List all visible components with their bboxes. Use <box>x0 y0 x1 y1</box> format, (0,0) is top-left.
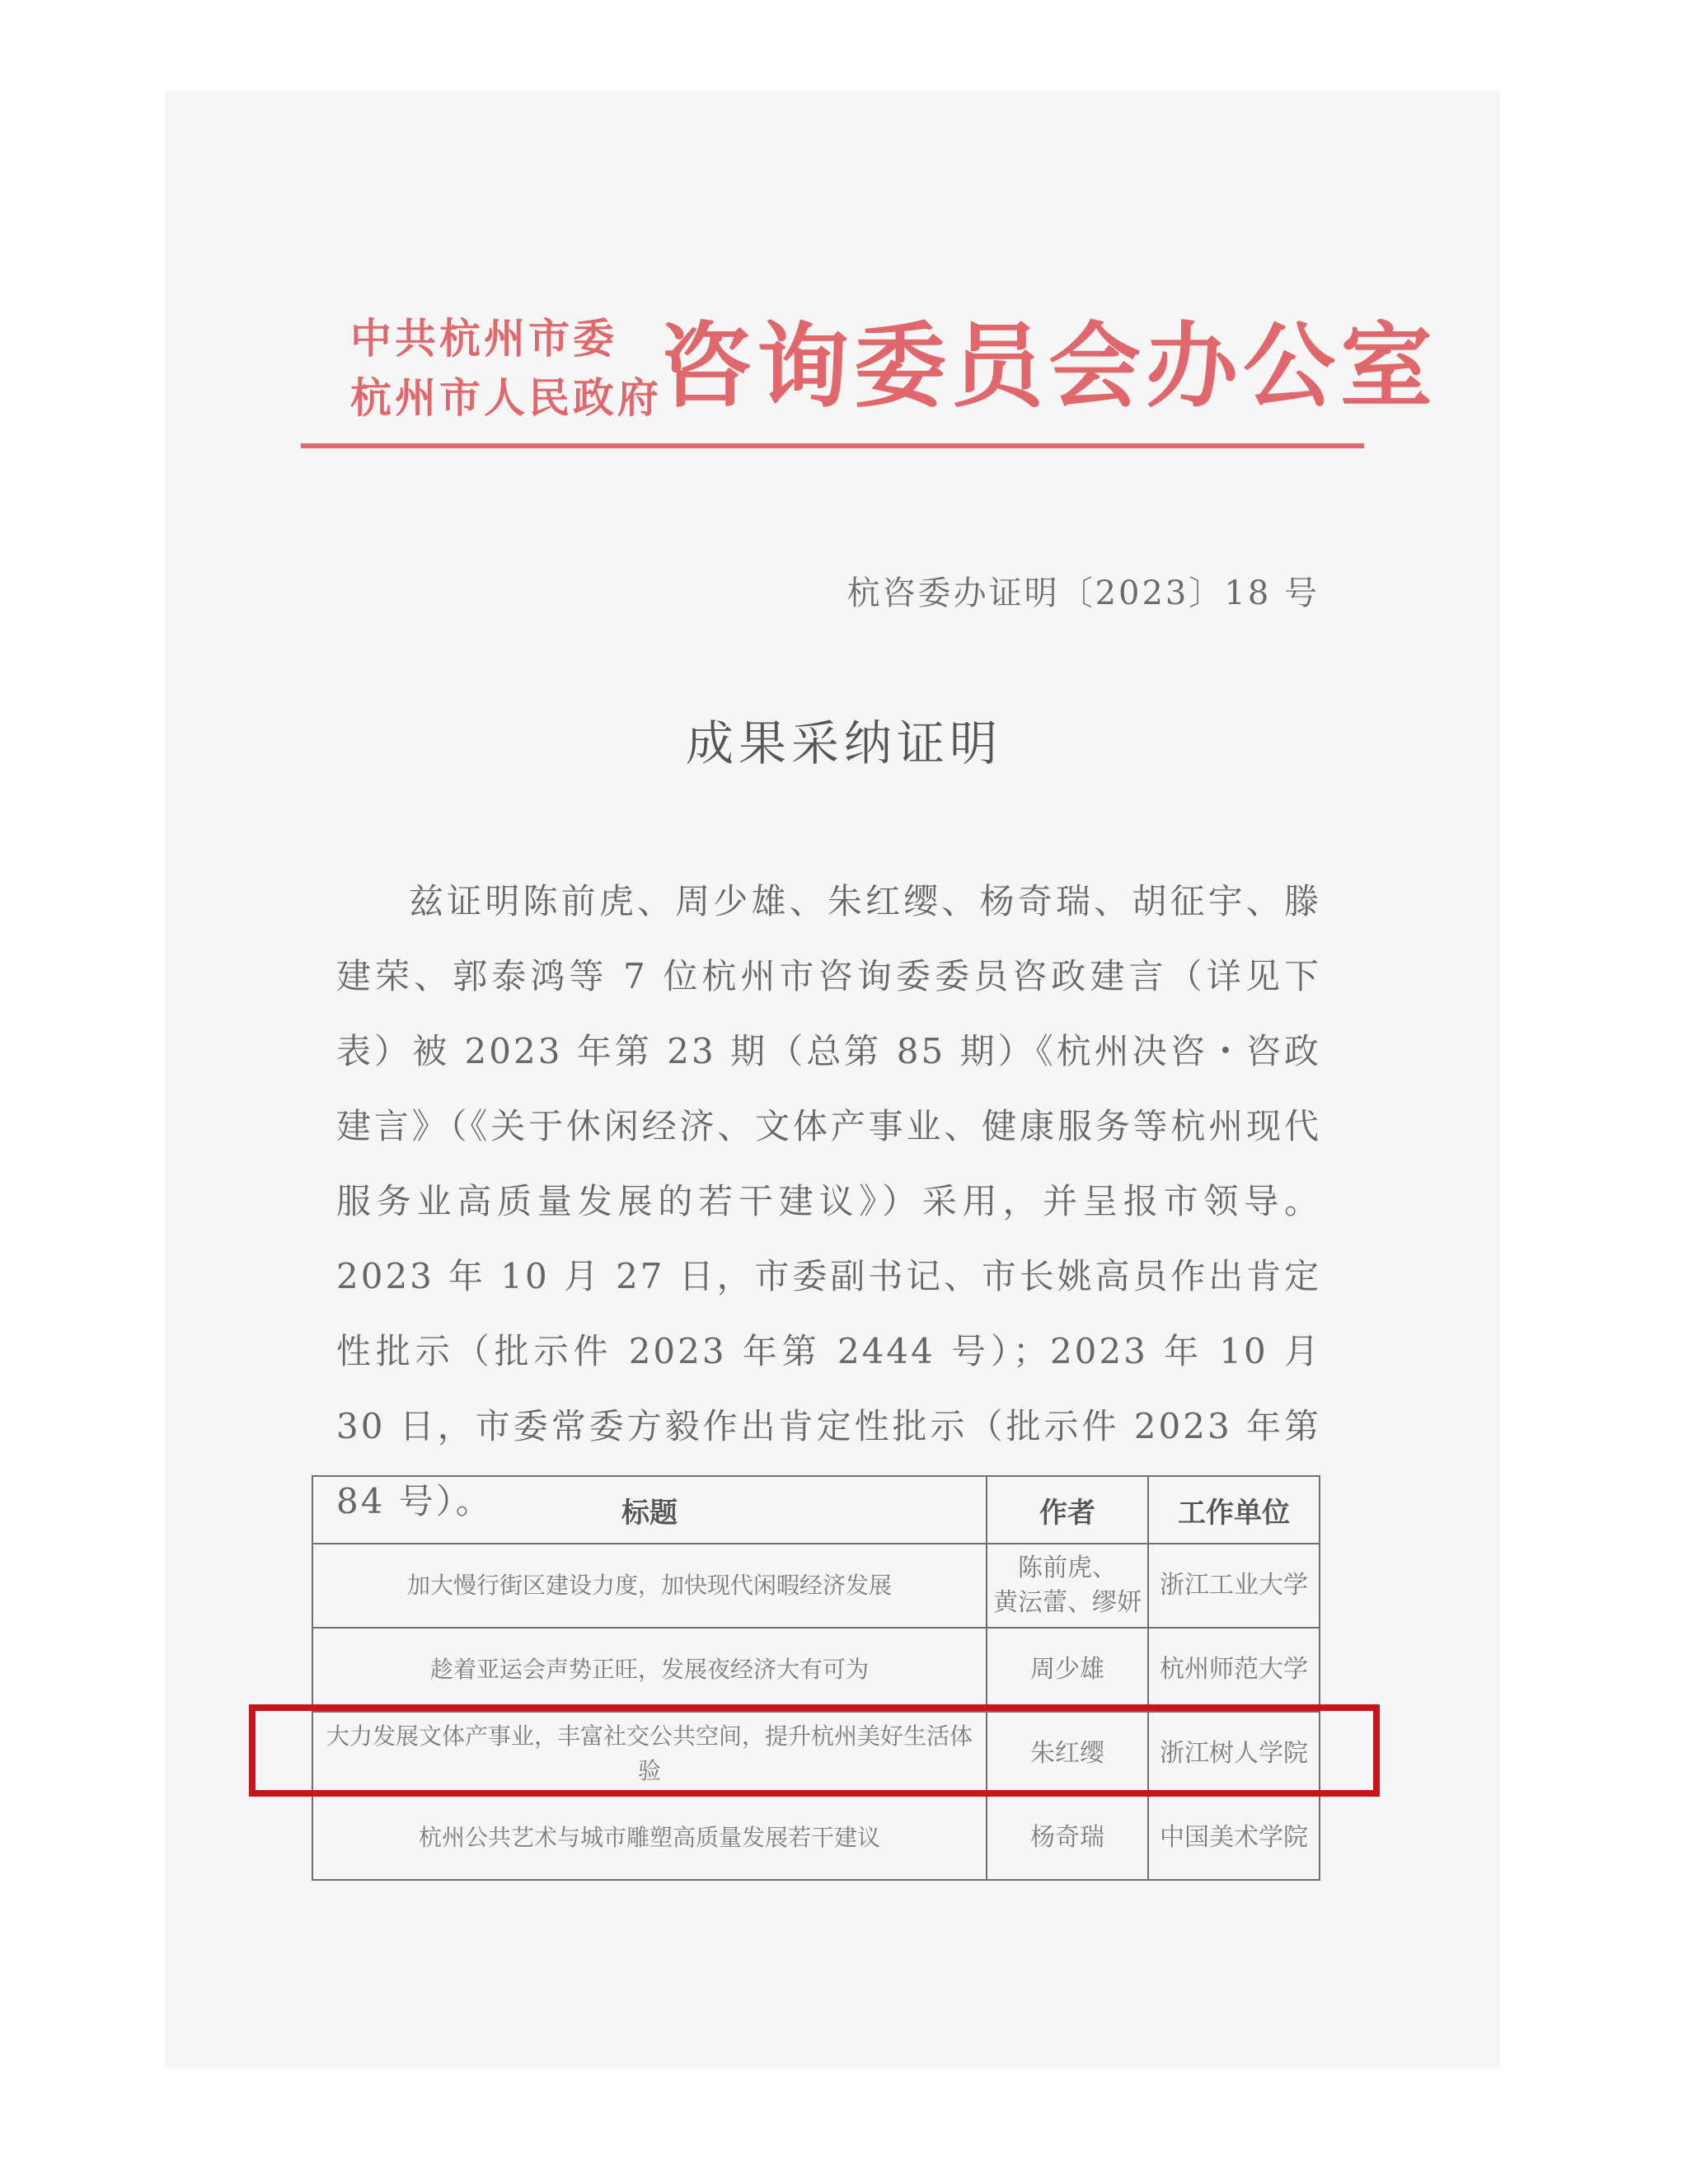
row-title: 大力发展文体产事业，丰富社交公共空间，提升杭州美好生活体验 <box>312 1712 987 1796</box>
red-highlight-box <box>249 1704 1380 1797</box>
header-title: 标题 <box>312 1476 987 1544</box>
row-unit: 杭州师范大学 <box>1148 1628 1320 1712</box>
table-row <box>312 1628 1320 1712</box>
table-header-row <box>312 1476 1320 1544</box>
row-author: 朱红缨 <box>987 1712 1148 1796</box>
letterhead-org-line-1: 中共杭州市委 <box>350 314 617 363</box>
row-title: 趁着亚运会声势正旺，发展夜经济大有可为 <box>312 1628 987 1712</box>
row-title: 加大慢行街区建设力度，加快现代闲暇经济发展 <box>312 1544 987 1628</box>
adopted-proposals-table <box>312 1475 1320 1881</box>
row-author <box>987 1544 1148 1628</box>
header-unit: 工作单位 <box>1148 1476 1320 1544</box>
letterhead-office-name: 咨询委员会办公室 <box>659 312 1437 420</box>
letterhead-red-rule <box>301 443 1364 448</box>
row-title: 杭州公共艺术与城市雕塑高质量发展若干建议 <box>312 1796 987 1880</box>
header-author: 作者 <box>987 1476 1148 1544</box>
document-number: 杭咨委办证明〔2023〕18 号 <box>846 574 1320 612</box>
row-author-line: 陈前虎、 <box>1018 1554 1117 1582</box>
row-unit: 浙江工业大学 <box>1148 1544 1320 1628</box>
letterhead-organizations <box>350 309 662 428</box>
row-unit: 浙江树人学院 <box>1148 1712 1320 1796</box>
document-title: 成果采纳证明 <box>685 715 1002 771</box>
table-row <box>312 1796 1320 1880</box>
table-row <box>312 1544 1320 1628</box>
letterhead-org-line-2: 杭州市人民政府 <box>350 373 662 422</box>
certification-body-text: 兹证明陈前虎、周少雄、朱红缨、杨奇瑞、胡征宇、滕建荣、郭泰鸿等 7 位杭州市咨询委委员咨政建言（详见下表）被 2023 年第 23 期（总第 85 期）《杭州决咨・咨政建言》（《关于休闲经济、文体产事业、健康服务等杭州现代服务业高质量发展的若干建议》）采用，并呈报市领导。2023 年 10 月 27 日，市委副书记、市长姚高员作出肯定性批示（批示件 2023 年第 2444 号）；2023 年 10 月 30 日，市委常委方毅作出肯定性批示（批示件 2023 年第 84 号）。 <box>336 881 1321 1521</box>
row-author-line: 黄沄蕾、缪妍 <box>993 1588 1142 1617</box>
row-unit: 中国美术学院 <box>1148 1796 1320 1880</box>
row-author: 周少雄 <box>987 1628 1148 1712</box>
row-author: 杨奇瑞 <box>987 1796 1148 1880</box>
